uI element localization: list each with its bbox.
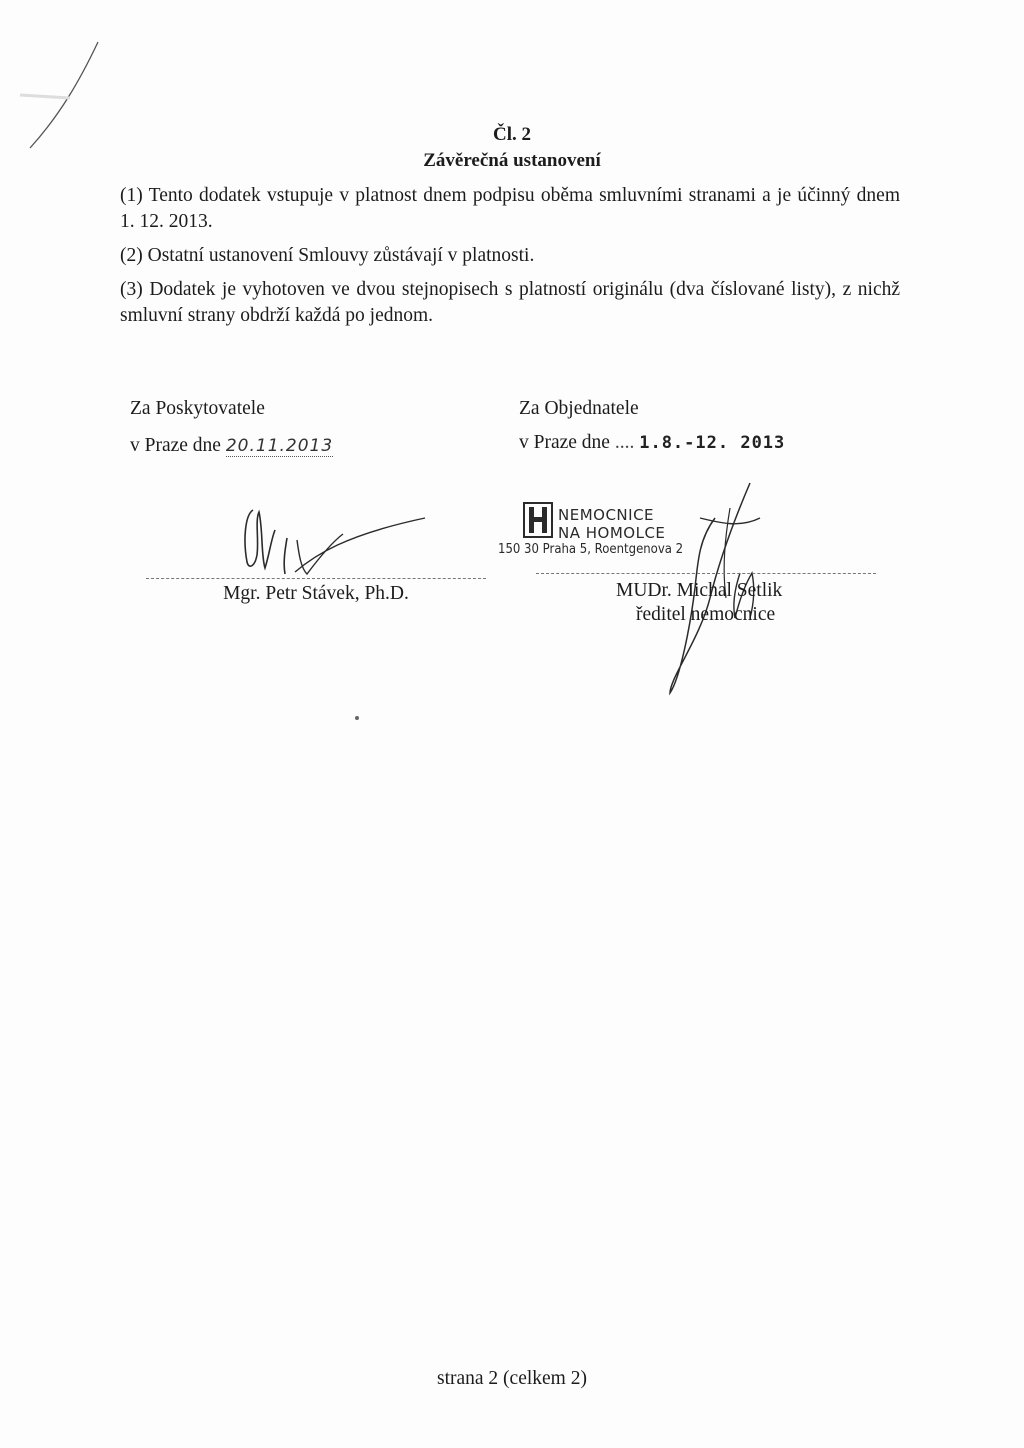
page-footer: strana 2 (celkem 2) (437, 1368, 587, 1389)
client-label: Za Objednatele (519, 398, 639, 419)
provider-signature-line (146, 578, 486, 579)
provider-label: Za Poskytovatele (130, 398, 265, 419)
paragraph-text: Tento dodatek vstupuje v platnost dnem podpisu oběma smluvními stranami a je účinný dnem 1. 12. 2013. (120, 185, 900, 232)
stamped-date: 1.8.-12. 2013 (639, 433, 786, 453)
client-signature-line (536, 573, 876, 574)
stamp-line-3: 150 30 Praha 5, Roentgenova 2 (498, 542, 684, 557)
stamp-line-1: NEMOCNICE (558, 506, 655, 524)
handwritten-date: 20.11.2013 (225, 436, 334, 456)
paragraph-3 (120, 277, 900, 329)
article-title: Závěrečná ustanovení (423, 150, 601, 171)
date-prefix: v Praze dne (130, 435, 221, 456)
paragraph-number: (1) (120, 185, 143, 206)
paragraph-2 (120, 243, 900, 269)
paragraph-1 (120, 183, 900, 235)
stamp-line-2: NA HOMOLCE (558, 524, 666, 542)
date-prefix: v Praze dne (519, 432, 610, 453)
paragraph-number: (2) (120, 245, 143, 266)
article-number: Čl. 2 (493, 124, 531, 145)
provider-date-line (130, 435, 333, 457)
ink-speck (355, 716, 359, 720)
date-dots: .... (614, 432, 635, 453)
provider-signer-name: Mgr. Petr Stávek, Ph.D. (223, 583, 409, 604)
paragraph-text: Ostatní ustanovení Smlouvy zůstávají v platnosti. (147, 245, 535, 266)
paragraph-number: (3) (120, 279, 143, 300)
hospital-logo-icon (523, 502, 553, 538)
client-signer-role: ředitel nemocnice (636, 604, 776, 625)
client-date-line (519, 432, 785, 454)
provider-signature (225, 500, 435, 580)
paragraph-text: Dodatek je vyhotoven ve dvou stejnopisech s platností originálu (dva číslované listy), z nichž smluvní strany obdrží každá po jednom. (120, 279, 901, 326)
client-signer-name: MUDr. Michal Setlik (616, 580, 783, 601)
